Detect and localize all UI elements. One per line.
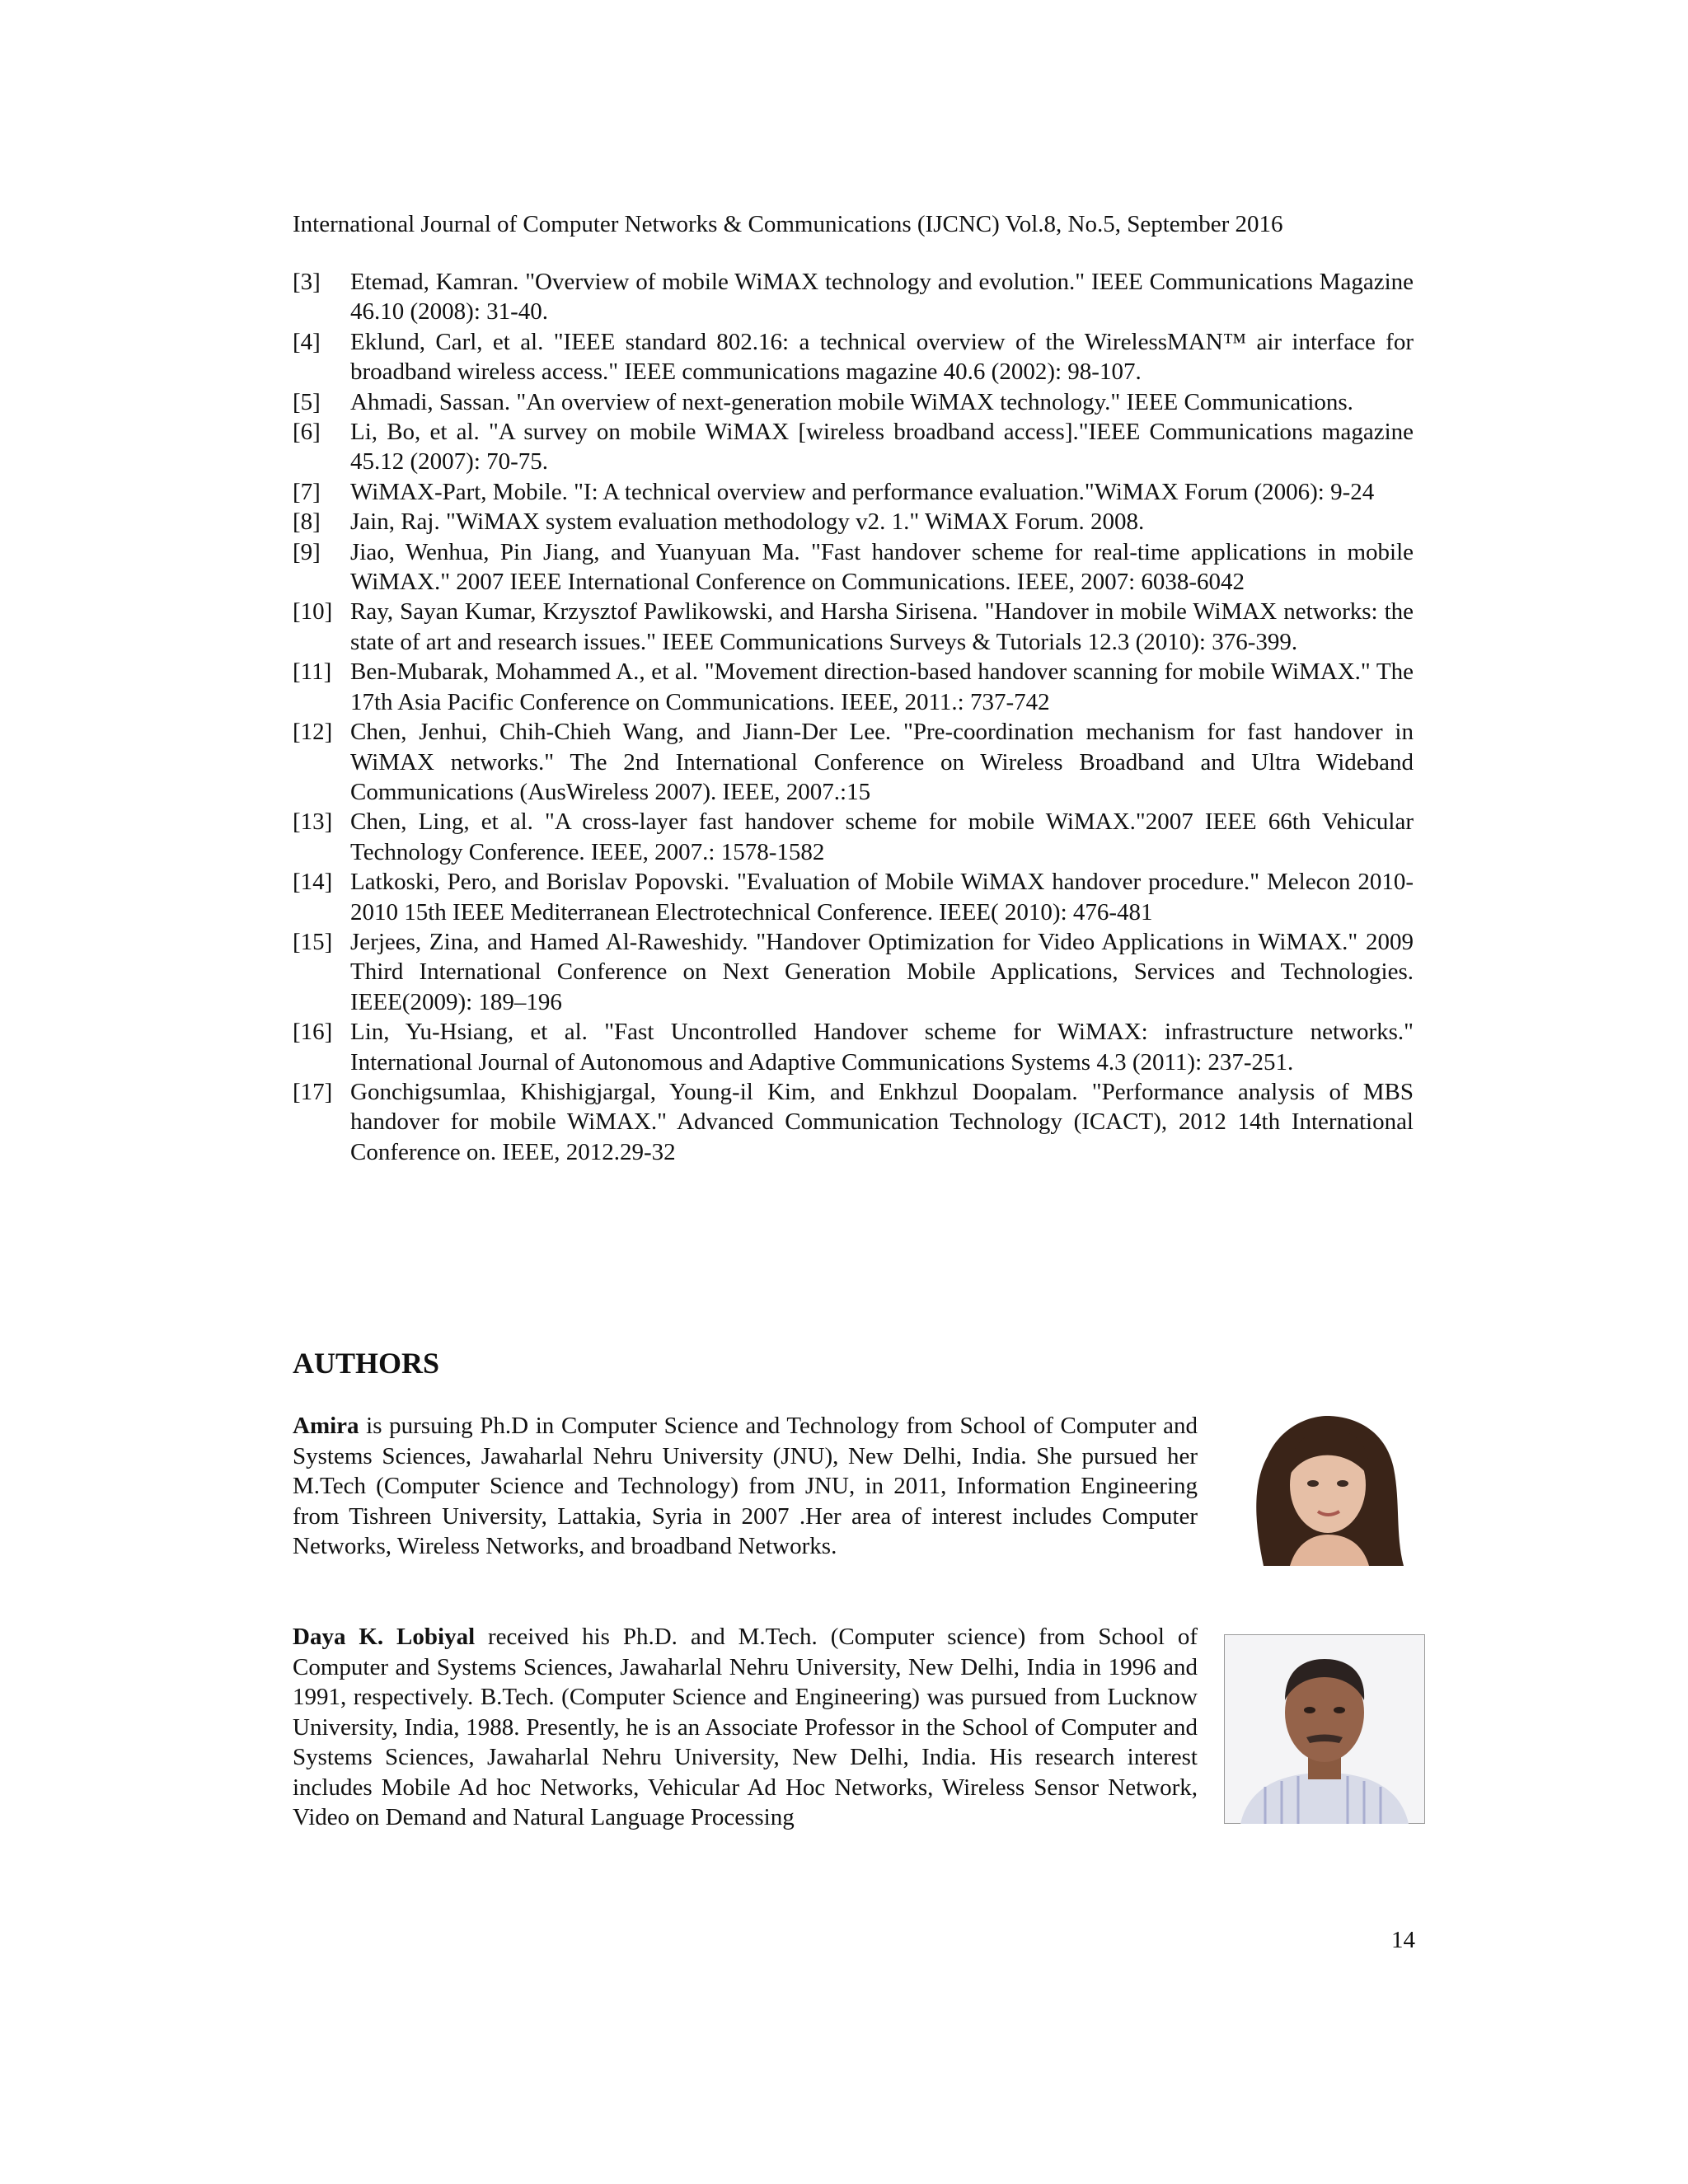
reference-number: [16] (293, 1019, 333, 1046)
authors-heading: AUTHORS (293, 1347, 440, 1380)
reference-text: Ahmadi, Sassan. "An overview of next-generation mobile WiMAX technology." IEEE Communications. (350, 388, 1353, 415)
reference-text: Jerjees, Zina, and Hamed Al-Raweshidy. "Handover Optimization for Video Applications in WiMAX." 2009 Third International Conference on Next Generation Mobile Applications, Services and Technologies. IEEE(2009): 189–196 (350, 928, 1414, 1015)
reference-text: Lin, Yu-Hsiang, et al. "Fast Uncontrolled Handover scheme for WiMAX: infrastructure networks." International Journal of Autonomous and Adaptive Communications Systems 4.3 (2011): 237-251. (350, 1019, 1414, 1076)
portrait-image (1231, 1411, 1418, 1566)
reference-entry (293, 267, 1414, 327)
reference-text: Chen, Jenhui, Chih-Chieh Wang, and Jiann-Der Lee. "Pre-coordination mechanism for fast handover in WiMAX networks." The 2nd International Conference on Wireless Broadband and Ultra Wideband Communications (AusWireless 2007). IEEE, 2007.:15 (350, 719, 1414, 805)
reference-text: Chen, Ling, et al. "A cross-layer fast handover scheme for mobile WiMAX."2007 IEEE 66th Vehicular Technology Conference. IEEE, 2007.: 1578-1582 (350, 808, 1414, 865)
reference-text: Jiao, Wenhua, Pin Jiang, and Yuanyuan Ma. "Fast handover scheme for real-time applications in mobile WiMAX." 2007 IEEE International Conference on Communications. IEEE, 2007: 6038-6042 (350, 538, 1414, 596)
author-photo-amira (1231, 1411, 1418, 1566)
page-number: 14 (1391, 1927, 1415, 1953)
running-header: International Journal of Computer Networks & Communications (IJCNC) Vol.8, No.5, September 2016 (293, 211, 1283, 237)
reference-number: [7] (293, 478, 321, 505)
reference-entry (293, 537, 1414, 598)
reference-number: [15] (293, 928, 333, 955)
reference-entry (293, 717, 1414, 807)
reference-number: [3] (293, 269, 321, 295)
reference-text: Li, Bo, et al. "A survey on mobile WiMAX [wireless broadband access]."IEEE Communications magazine 45.12 (2007): 70-75. (350, 419, 1414, 476)
author-bio-text: received his Ph.D. and M.Tech. (Computer science) from School of Computer and Systems Sciences, Jawaharlal Nehru University, New Delhi, India in 1996 and 1991, respectively. B.Tech. (Computer Science and Engineering) was pursued from Lucknow University, India, 1988. Presently, he is an Associate Professor in the School of Computer and Systems Sciences, Jawaharlal Nehru University, New Delhi, India. His research interest includes Mobile Ad hoc Networks, Vehicular Ad Hoc Networks, Wireless Sensor Network, Video on Demand and Natural Language Processing (293, 1624, 1198, 1830)
reference-number: [11] (293, 658, 332, 686)
reference-number: [14] (293, 869, 333, 896)
reference-number: [8] (293, 509, 321, 536)
reference-text: Latkoski, Pero, and Borislav Popovski. "Evaluation of Mobile WiMAX handover procedure." Melecon 2010-2010 15th IEEE Mediterranean Electrotechnical Conference. IEEE( 2010): 476-481 (350, 869, 1414, 926)
author-bio-lobiyal (293, 1622, 1198, 1833)
reference-number: [6] (293, 419, 321, 446)
author-bio-amira (293, 1411, 1198, 1562)
reference-number: [17] (293, 1078, 333, 1105)
reference-number: [4] (293, 328, 321, 355)
reference-entry (293, 477, 1414, 507)
author-name: Amira (293, 1413, 359, 1439)
reference-entry (293, 807, 1414, 867)
reference-entry (293, 657, 1414, 717)
author-name: Daya K. Lobiyal (293, 1624, 476, 1650)
reference-text: Etemad, Kamran. "Overview of mobile WiMAX technology and evolution." IEEE Communications Magazine 46.10 (2008): 31-40. (350, 269, 1414, 326)
reference-entry (293, 417, 1414, 477)
reference-text: Ray, Sayan Kumar, Krzysztof Pawlikowski, and Harsha Sirisena. "Handover in mobile WiMAX networks: the state of art and research issues." IEEE Communications Surveys & Tutorials 12.3 (2010): 376-399. (350, 598, 1414, 655)
reference-number: [12] (293, 719, 333, 746)
reference-number: [10] (293, 598, 333, 626)
reference-number: [5] (293, 388, 321, 415)
reference-entry (293, 387, 1414, 417)
reference-text: Eklund, Carl, et al. "IEEE standard 802.16: a technical overview of the WirelessMAN™ air interface for broadband wireless access." IEEE communications magazine 40.6 (2002): 98-107. (350, 328, 1414, 386)
reference-text: Jain, Raj. "WiMAX system evaluation methodology v2. 1." WiMAX Forum. 2008. (350, 509, 1145, 536)
reference-entry (293, 1017, 1414, 1077)
reference-text: Ben-Mubarak, Mohammed A., et al. "Movement direction-based handover scanning for mobile WiMAX." The 17th Asia Pacific Conference on Communications. IEEE, 2011.: 737-742 (350, 658, 1414, 715)
reference-number: [9] (293, 538, 321, 565)
author-bio-text: is pursuing Ph.D in Computer Science and Technology from School of Computer and Systems Sciences, Jawaharlal Nehru University (JNU), New Delhi, India. She pursued her M.Tech (Computer Science and Technology) from JNU, in 2011, Information Engineering from Tishreen University, Lattakia, Syria in 2007 .Her area of interest includes Computer Networks, Wireless Networks, and broadband Networks. (293, 1413, 1198, 1559)
portrait-image (1224, 1634, 1425, 1824)
reference-entry (293, 867, 1414, 927)
author-photo-lobiyal (1224, 1634, 1425, 1824)
reference-entry (293, 507, 1414, 537)
reference-entry (293, 927, 1414, 1017)
reference-text: WiMAX-Part, Mobile. "I: A technical overview and performance evaluation."WiMAX Forum (2006): 9-24 (350, 478, 1375, 505)
reference-entry (293, 1077, 1414, 1167)
reference-text: Gonchigsumlaa, Khishigjargal, Young-il Kim, and Enkhzul Doopalam. "Performance analysis of MBS handover for mobile WiMAX." Advanced Communication Technology (ICACT), 2012 14th International Conference on. IEEE, 2012.29-32 (350, 1078, 1414, 1165)
reference-entry (293, 327, 1414, 387)
references-list (293, 267, 1414, 1167)
reference-number: [13] (293, 808, 333, 836)
reference-entry (293, 597, 1414, 657)
